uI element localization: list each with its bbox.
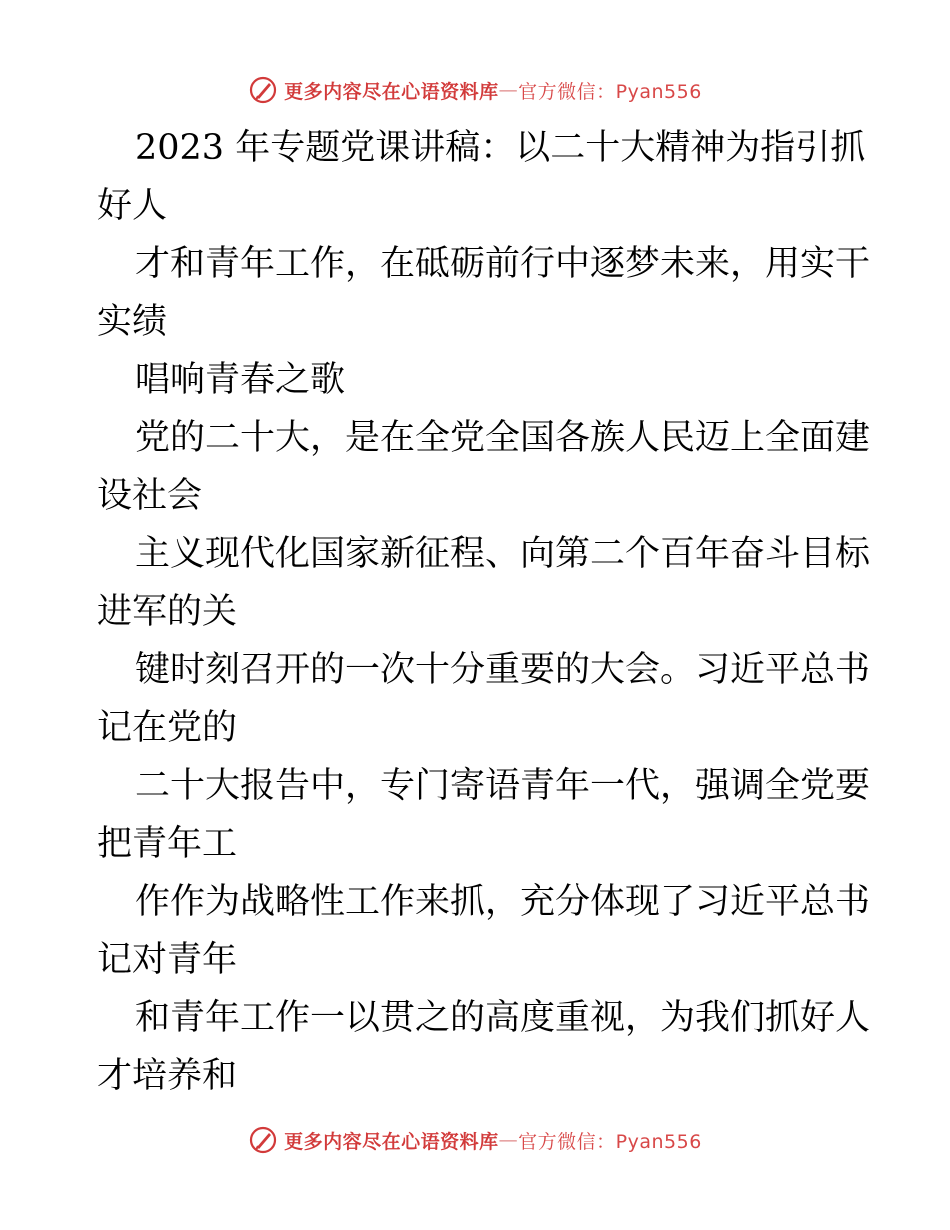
text-line: 唱响青春之歌	[135, 360, 346, 400]
text-line: 主义现代化国家新征程、向第二个百年奋斗目标	[135, 534, 871, 574]
header-watermark	[0, 70, 950, 110]
watermark-account-text: 官方微信：Pyan556	[518, 1130, 702, 1153]
text-line: 作作为战略性工作来抓，充分体现了习近平总书	[135, 882, 871, 922]
text-line: 键时刻召开的一次十分重要的大会。习近平总书	[135, 650, 871, 690]
text-line: 党的二十大，是在全党全国各族人民迈上全面建	[135, 418, 871, 458]
text-line: 好人	[97, 186, 168, 226]
text-line: 设社会	[97, 476, 203, 516]
text-line: 记对青年	[97, 940, 238, 980]
text-line: 记在党的	[97, 708, 238, 748]
text-line: 把青年工	[97, 824, 238, 864]
quill-logo-icon	[248, 1125, 278, 1155]
watermark-separator: —	[498, 79, 519, 101]
text-line: 二十大报告中，专门寄语青年一代，强调全党要	[135, 766, 871, 806]
document-body	[97, 119, 871, 1105]
text-line: 进军的关	[97, 592, 238, 632]
text-line: 和青年工作一以贯之的高度重视，为我们抓好人	[135, 998, 871, 1038]
watermark-main-text: 更多内容尽在心语资料库	[284, 1130, 499, 1153]
text-line: 才培养和	[97, 1056, 238, 1096]
quill-logo-icon	[248, 75, 278, 105]
text-line: 实绩	[97, 302, 168, 342]
text-line: 2023 年专题党课讲稿：以二十大精神为指引抓	[135, 128, 866, 168]
watermark-separator: —	[498, 1129, 519, 1151]
watermark-main-text: 更多内容尽在心语资料库	[284, 80, 499, 103]
footer-watermark	[0, 1120, 950, 1160]
watermark-account-text: 官方微信：Pyan556	[518, 80, 702, 103]
text-line: 才和青年工作，在砥砺前行中逐梦未来，用实干	[135, 244, 871, 284]
